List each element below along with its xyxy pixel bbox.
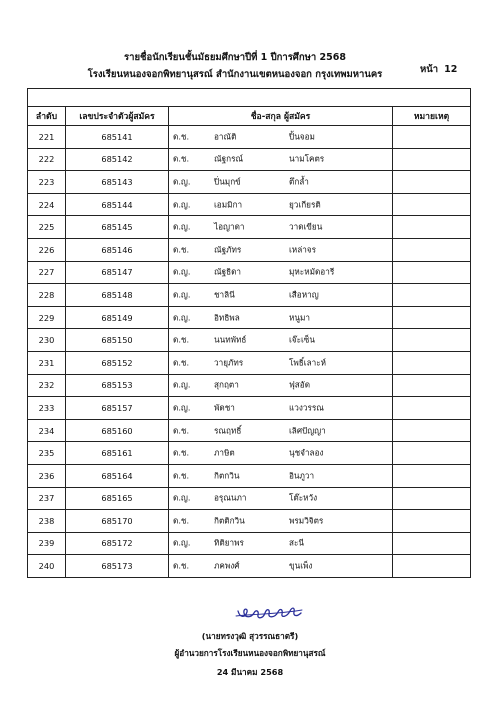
first-name: กิตติกวิน — [214, 515, 245, 526]
signer-name: (นายทรงวุฒิ สุวรรณธาตรี) — [201, 631, 299, 641]
row-number: 239 — [28, 532, 66, 555]
table-row — [28, 374, 471, 397]
table-row — [28, 306, 471, 329]
name-prefix: ด.ญ. — [173, 379, 191, 390]
applicant-id: 685142 — [66, 148, 169, 171]
row-number: 231 — [28, 351, 66, 374]
remark-cell — [393, 555, 471, 578]
last-name: แวงวรรณ — [289, 402, 324, 413]
name-prefix: ด.ญ. — [173, 221, 191, 232]
name-prefix: ด.ญ. — [173, 492, 191, 503]
applicant-name-cell — [169, 284, 393, 307]
row-number: 238 — [28, 510, 66, 533]
remark-cell — [393, 216, 471, 239]
last-name: เสือหาญ — [289, 289, 319, 300]
table-row — [28, 419, 471, 442]
row-number: 236 — [28, 464, 66, 487]
name-prefix: ด.ช. — [173, 334, 190, 345]
last-name: โต๊ะหวัง — [289, 492, 318, 503]
student-roster-table — [27, 88, 471, 578]
applicant-id: 685150 — [66, 329, 169, 352]
applicant-id: 685161 — [66, 442, 169, 465]
name-prefix: ด.ญ. — [173, 176, 191, 187]
table-row — [28, 329, 471, 352]
last-name: เจ๊ะเซ็น — [289, 334, 315, 345]
remark-cell — [393, 374, 471, 397]
first-name: เอมมิกา — [214, 199, 243, 210]
applicant-id: 685146 — [66, 238, 169, 261]
column-header-no: ลำดับ — [28, 107, 66, 126]
applicant-name-cell — [169, 261, 393, 284]
applicant-id: 685165 — [66, 487, 169, 510]
name-prefix: ด.ช. — [173, 560, 190, 571]
applicant-id: 685152 — [66, 351, 169, 374]
document-title: รายชื่อนักเรียนชั้นมัธยมศึกษาปีที่ 1 ปีการศึกษา 2568 — [124, 52, 346, 63]
applicant-id: 685170 — [66, 510, 169, 533]
applicant-name-cell — [169, 464, 393, 487]
first-name: ภคพงศ์ — [214, 560, 240, 571]
remark-cell — [393, 397, 471, 420]
remark-cell — [393, 351, 471, 374]
table-row — [28, 532, 471, 555]
applicant-name-cell — [169, 351, 393, 374]
first-name: ภาษิต — [214, 447, 235, 458]
table-row — [28, 284, 471, 307]
last-name: ฟุสอัด — [289, 379, 311, 390]
table-row — [28, 464, 471, 487]
name-prefix: ด.ญ. — [173, 312, 191, 323]
name-prefix: ด.ญ. — [173, 266, 191, 277]
last-name: ปิ้นจอม — [289, 131, 315, 142]
applicant-name-cell — [169, 397, 393, 420]
table-header-row — [28, 107, 471, 126]
applicant-name-cell — [169, 193, 393, 216]
applicant-name-cell — [169, 374, 393, 397]
first-name: ณัฐธิดา — [214, 266, 242, 277]
name-prefix: ด.ช. — [173, 425, 190, 436]
first-name: สุกฤตา — [214, 379, 239, 390]
applicant-id: 685145 — [66, 216, 169, 239]
applicant-name-cell — [169, 171, 393, 194]
table-row — [28, 487, 471, 510]
last-name: สะนี — [289, 537, 304, 548]
remark-cell — [393, 193, 471, 216]
remark-cell — [393, 238, 471, 261]
row-number: 234 — [28, 419, 66, 442]
last-name: อินภูวา — [289, 470, 315, 481]
first-name: กิตกวิน — [214, 470, 240, 481]
column-header-name: ชื่อ-สกุล ผู้สมัคร — [169, 107, 393, 126]
last-name: นามโคตร — [289, 153, 325, 164]
signature-image — [234, 603, 304, 623]
row-number: 226 — [28, 238, 66, 261]
applicant-id: 685148 — [66, 284, 169, 307]
row-number: 232 — [28, 374, 66, 397]
applicant-id: 685157 — [66, 397, 169, 420]
first-name: ชาลินี — [214, 289, 235, 300]
applicant-id: 685164 — [66, 464, 169, 487]
row-number: 225 — [28, 216, 66, 239]
applicant-name-cell — [169, 419, 393, 442]
row-number: 235 — [28, 442, 66, 465]
remark-cell — [393, 126, 471, 149]
applicant-id: 685149 — [66, 306, 169, 329]
last-name: นุชจำลอง — [289, 447, 324, 458]
applicant-id: 685141 — [66, 126, 169, 149]
applicant-name-cell — [169, 442, 393, 465]
applicant-name-cell — [169, 216, 393, 239]
applicant-id: 685173 — [66, 555, 169, 578]
first-name: วายุภัทร — [214, 357, 244, 368]
remark-cell — [393, 487, 471, 510]
table-spacer-cell — [28, 89, 471, 107]
applicant-id: 685144 — [66, 193, 169, 216]
name-prefix: ด.ช. — [173, 447, 190, 458]
last-name: หนูมา — [289, 312, 310, 323]
remark-cell — [393, 419, 471, 442]
applicant-name-cell — [169, 126, 393, 149]
first-name: อรุณนภา — [214, 492, 247, 503]
last-name: เหล่าจร — [289, 244, 317, 255]
row-number: 228 — [28, 284, 66, 307]
first-name: นนทพัทธ์ — [214, 334, 247, 345]
first-name: ปิ่นมุกข์ — [214, 176, 241, 187]
table-row — [28, 555, 471, 578]
remark-cell — [393, 261, 471, 284]
remark-cell — [393, 510, 471, 533]
name-prefix: ด.ช. — [173, 515, 190, 526]
table-top-spacer-row — [28, 89, 471, 107]
table-body — [28, 126, 471, 578]
row-number: 227 — [28, 261, 66, 284]
remark-cell — [393, 284, 471, 307]
applicant-id: 685153 — [66, 374, 169, 397]
remark-cell — [393, 306, 471, 329]
first-name: ไอญาดา — [214, 221, 245, 232]
table-row — [28, 397, 471, 420]
remark-cell — [393, 532, 471, 555]
applicant-name-cell — [169, 555, 393, 578]
applicant-name-cell — [169, 329, 393, 352]
row-number: 233 — [28, 397, 66, 420]
column-header-id: เลขประจำตัวผู้สมัคร — [66, 107, 169, 126]
first-name: พัดชา — [214, 402, 235, 413]
first-name: รณฤทธิ์ — [214, 425, 242, 436]
applicant-id: 685147 — [66, 261, 169, 284]
row-number: 237 — [28, 487, 66, 510]
first-name: ทิติยาพร — [214, 537, 244, 548]
applicant-name-cell — [169, 487, 393, 510]
table-row — [28, 510, 471, 533]
applicant-id: 685172 — [66, 532, 169, 555]
row-number: 222 — [28, 148, 66, 171]
remark-cell — [393, 329, 471, 352]
table-row — [28, 193, 471, 216]
name-prefix: ด.ช. — [173, 470, 190, 481]
applicant-id: 685160 — [66, 419, 169, 442]
first-name: ณัฐกรณ์ — [214, 153, 244, 164]
applicant-name-cell — [169, 510, 393, 533]
school-subtitle: โรงเรียนหนองจอกพิทยานุสรณ์ สำนักงานเขตหนองจอก กรุงเทพมหานคร — [87, 69, 383, 80]
last-name: ยุวเกียรติ — [289, 199, 321, 210]
table-row — [28, 238, 471, 261]
name-prefix: ด.ญ. — [173, 402, 191, 413]
name-prefix: ด.ช. — [173, 357, 190, 368]
page-number-label: หน้า — [420, 64, 439, 75]
applicant-name-cell — [169, 532, 393, 555]
row-number: 240 — [28, 555, 66, 578]
remark-cell — [393, 148, 471, 171]
name-prefix: ด.ช. — [173, 244, 190, 255]
name-prefix: ด.ช. — [173, 131, 190, 142]
document-date: 24 มีนาคม 2568 — [216, 667, 284, 677]
last-name: เลิศปัญญา — [289, 425, 326, 436]
page-number-value: 12 — [444, 64, 458, 75]
table-row — [28, 216, 471, 239]
remark-cell — [393, 464, 471, 487]
applicant-id: 685143 — [66, 171, 169, 194]
first-name: อิทธิพล — [214, 312, 240, 323]
table-row — [28, 261, 471, 284]
row-number: 229 — [28, 306, 66, 329]
row-number: 230 — [28, 329, 66, 352]
last-name: วาดเขียน — [289, 221, 323, 232]
last-name: ตึกล้ำ — [289, 176, 309, 187]
last-name: ขุนเพ็ง — [289, 560, 313, 571]
name-prefix: ด.ญ. — [173, 199, 191, 210]
column-header-remark: หมายเหตุ — [393, 107, 471, 126]
last-name: มุหะหมัดอารี — [289, 266, 335, 277]
last-name: พรมวิจิตร — [289, 515, 324, 526]
applicant-name-cell — [169, 238, 393, 261]
page-number — [420, 62, 457, 77]
row-number: 223 — [28, 171, 66, 194]
table-row — [28, 148, 471, 171]
table-row — [28, 442, 471, 465]
signer-position: ผู้อำนวยการโรงเรียนหนองจอกพิทยานุสรณ์ — [174, 648, 326, 658]
remark-cell — [393, 442, 471, 465]
first-name: อาณัติ — [214, 131, 237, 142]
row-number: 224 — [28, 193, 66, 216]
name-prefix: ด.ญ. — [173, 289, 191, 300]
table-row — [28, 126, 471, 149]
last-name: โพธิ์เลาะห์ — [289, 357, 326, 368]
table-row — [28, 351, 471, 374]
table-row — [28, 171, 471, 194]
first-name: ณัฐภัทร — [214, 244, 242, 255]
row-number: 221 — [28, 126, 66, 149]
applicant-name-cell — [169, 148, 393, 171]
name-prefix: ด.ช. — [173, 153, 190, 164]
name-prefix: ด.ญ. — [173, 537, 191, 548]
remark-cell — [393, 171, 471, 194]
applicant-name-cell — [169, 306, 393, 329]
